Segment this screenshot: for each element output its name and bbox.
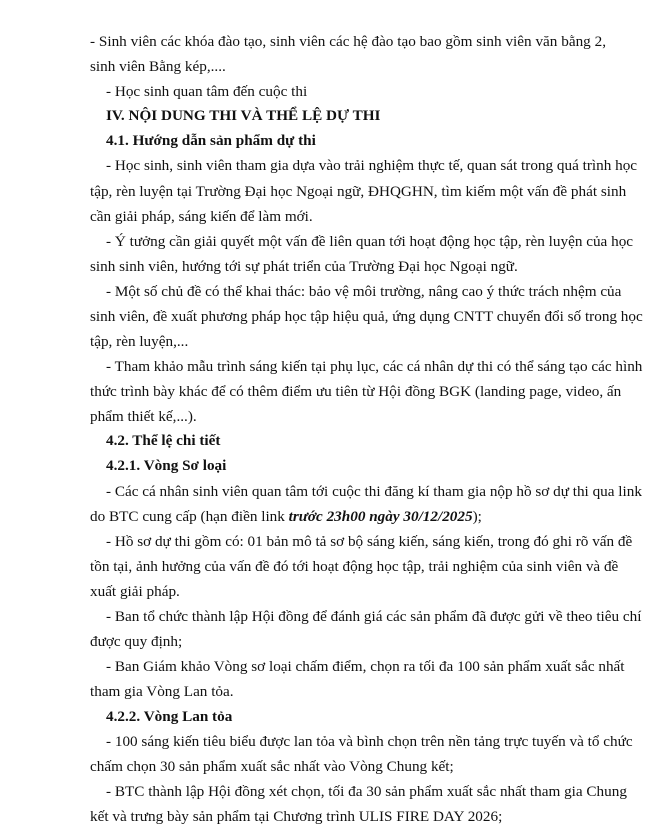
guide-paragraph-3-line-2: sinh viên, đề xuất phương pháp học tập hiệu quả, ứng dụng CNTT chuyển đổi số trong học (90, 308, 643, 325)
prelim-paragraph-3-line-2: được quy định; (90, 633, 183, 650)
eligibility-item-pupils: - Học sinh quan tâm đến cuộc thi (106, 83, 308, 100)
guide-paragraph-3-line-1: - Một số chủ đề có thể khai thác: bảo vệ môi trường, nâng cao ý thức trách nhệm của (106, 283, 622, 300)
guide-paragraph-4-line-1: - Tham khảo mẫu trình sáng kiến tại phụ lục, các cá nhân dự thi có thể sáng tạo các hình (106, 358, 643, 375)
section-heading-iv: IV. NỘI DUNG THI VÀ THỂ LỆ DỰ THI (106, 107, 381, 124)
prelim-paragraph-2-line-2: tồn tại, ảnh hưởng của vấn đề đó tới hoạt động học tập, trải nghiệm của sinh viên và đề (90, 558, 619, 575)
guide-paragraph-2-line-2: sinh sinh viên, hướng tới sự phát triển của Trường Đại học Ngoại ngữ. (90, 258, 518, 275)
spread-paragraph-1-line-1: - 100 sáng kiến tiêu biểu được lan tỏa và bình chọn trên nền tảng trực tuyến và tổ chức (106, 733, 633, 750)
prelim-paragraph-2-line-3: xuất giải pháp. (90, 583, 180, 600)
heading-4-2-1: 4.2.1. Vòng Sơ loại (106, 457, 227, 474)
guide-paragraph-1-line-1: - Học sinh, sinh viên tham gia dựa vào trải nghiệm thực tế, quan sát trong quá trình học (106, 157, 638, 174)
heading-4-1: 4.1. Hướng dẫn sản phẩm dự thi (106, 132, 316, 149)
guide-paragraph-3-line-3: tập, rèn luyện,... (90, 333, 189, 350)
prelim-paragraph-3-line-1: - Ban tổ chức thành lập Hội đồng để đánh giá các sản phẩm đã được gửi về theo tiêu chí (106, 608, 642, 625)
guide-paragraph-2-line-1: - Ý tưởng cần giải quyết một vấn đề liên quan tới hoạt động học tập, rèn luyện của học (106, 233, 634, 250)
prelim-paragraph-1-line-1: - Các cá nhân sinh viên quan tâm tới cuộc thi đăng kí tham gia nộp hồ sơ dự thi qua link (106, 483, 642, 500)
prelim-deadline-date: trước 23h00 ngày 30/12/2025 (288, 508, 473, 525)
guide-paragraph-4-line-2: thức trình bày khác để có thêm điểm ưu tiên từ Hội đồng BGK (landing page, video, ấn (90, 383, 622, 400)
prelim-deadline-suffix: ); (472, 508, 482, 525)
guide-paragraph-1-line-2: tập, rèn luyện tại Trường Đại học Ngoại ngữ, ĐHQGHN, tìm kiếm một vấn đề phát sinh (90, 183, 627, 200)
spread-paragraph-2-line-2: kết và trưng bày sản phẩm tại Chương trình ULIS FIRE DAY 2026; (90, 808, 503, 825)
prelim-paragraph-2-line-1: - Hồ sơ dự thi gồm có: 01 bản mô tả sơ bộ sáng kiến, sáng kiến, trong đó ghi rõ vấn đề (106, 533, 633, 550)
heading-4-2: 4.2. Thể lệ chi tiết (106, 432, 221, 449)
eligibility-item-students: - Sinh viên các khóa đào tạo, sinh viên các hệ đào tạo bao gồm sinh viên văn bằng 2, (90, 33, 606, 50)
guide-paragraph-1-line-3: cần giải pháp, sáng kiến để làm mới. (90, 208, 313, 225)
spread-paragraph-1-line-2: chấm chọn 30 sản phẩm xuất sắc nhất vào Vòng Chung kết; (90, 758, 454, 775)
prelim-deadline-prefix: do BTC cung cấp (hạn điền link (90, 508, 289, 525)
prelim-paragraph-1-line-2 (90, 507, 482, 527)
eligibility-item-students-cont: sinh viên Bằng kép,.... (90, 58, 226, 75)
spread-paragraph-2-line-1: - BTC thành lập Hội đồng xét chọn, tối đa 30 sản phẩm xuất sắc nhất tham gia Chung (106, 783, 627, 800)
heading-4-2-2: 4.2.2. Vòng Lan tỏa (106, 708, 233, 725)
prelim-paragraph-4-line-2: tham gia Vòng Lan tỏa. (90, 683, 234, 700)
prelim-paragraph-4-line-1: - Ban Giám khảo Vòng sơ loại chấm điểm, chọn ra tối đa 100 sản phẩm xuất sắc nhất (106, 658, 625, 675)
guide-paragraph-4-line-3: phẩm thiết kế,...). (90, 408, 197, 425)
